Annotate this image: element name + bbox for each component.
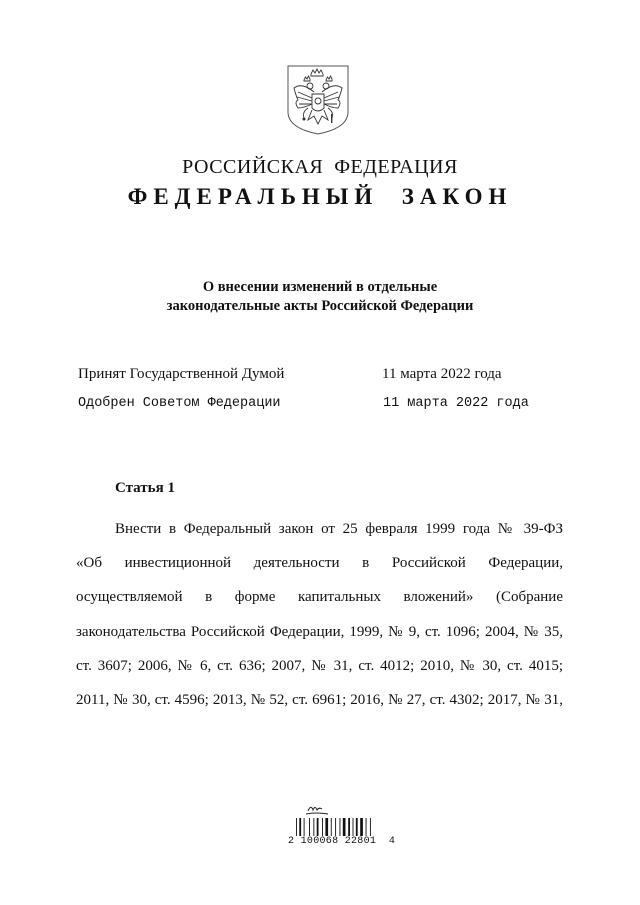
council-approval-row [78,396,548,411]
barcode-number: 2 100068 22801 4 [288,836,396,847]
document-type-heading: ФЕДЕРАЛЬНЫЙ ЗАКОН [127,184,513,209]
law-title-line: законодательные акты Российской Федерации [166,298,474,314]
barcode-icon [294,802,374,858]
article-line: 2011, № 30, ст. 4596; 2013, № 52, ст. 6961; 2016, № 27, ст. 4302; 2017, № 31, [76,692,563,709]
handwritten-signature-icon [306,807,328,814]
duma-label: Принят Государственной Думой [78,366,285,382]
duma-adoption-row [78,366,548,383]
council-date: 11 марта 2022 года [383,396,529,411]
country-heading: РОССИЙСКАЯ ФЕДЕРАЦИЯ [182,156,458,178]
law-title-line: О внесении изменений в отдельные [202,279,438,295]
article-title: Статья 1 [115,480,175,496]
article-body [76,512,563,717]
article-line: осуществляемой в форме капитальных вложений» (Собрание [76,589,563,606]
duma-date: 11 марта 2022 года [382,366,502,382]
coat-of-arms-icon [284,64,352,136]
article-line: законодательства Российской Федерации, 1999, № 9, ст. 1096; 2004, № 35, [76,623,563,640]
article-line: «Об инвестиционной деятельности в Российской Федерации, [76,555,563,572]
article-line: ст. 3607; 2006, № 6, ст. 636; 2007, № 31, ст. 4012; 2010, № 30, ст. 4015; [76,657,563,674]
law-title [0,278,640,316]
article-line: Внести в Федеральный закон от 25 февраля 1999 года № 39-ФЗ [115,521,563,537]
council-label: Одобрен Советом Федерации [78,396,281,411]
